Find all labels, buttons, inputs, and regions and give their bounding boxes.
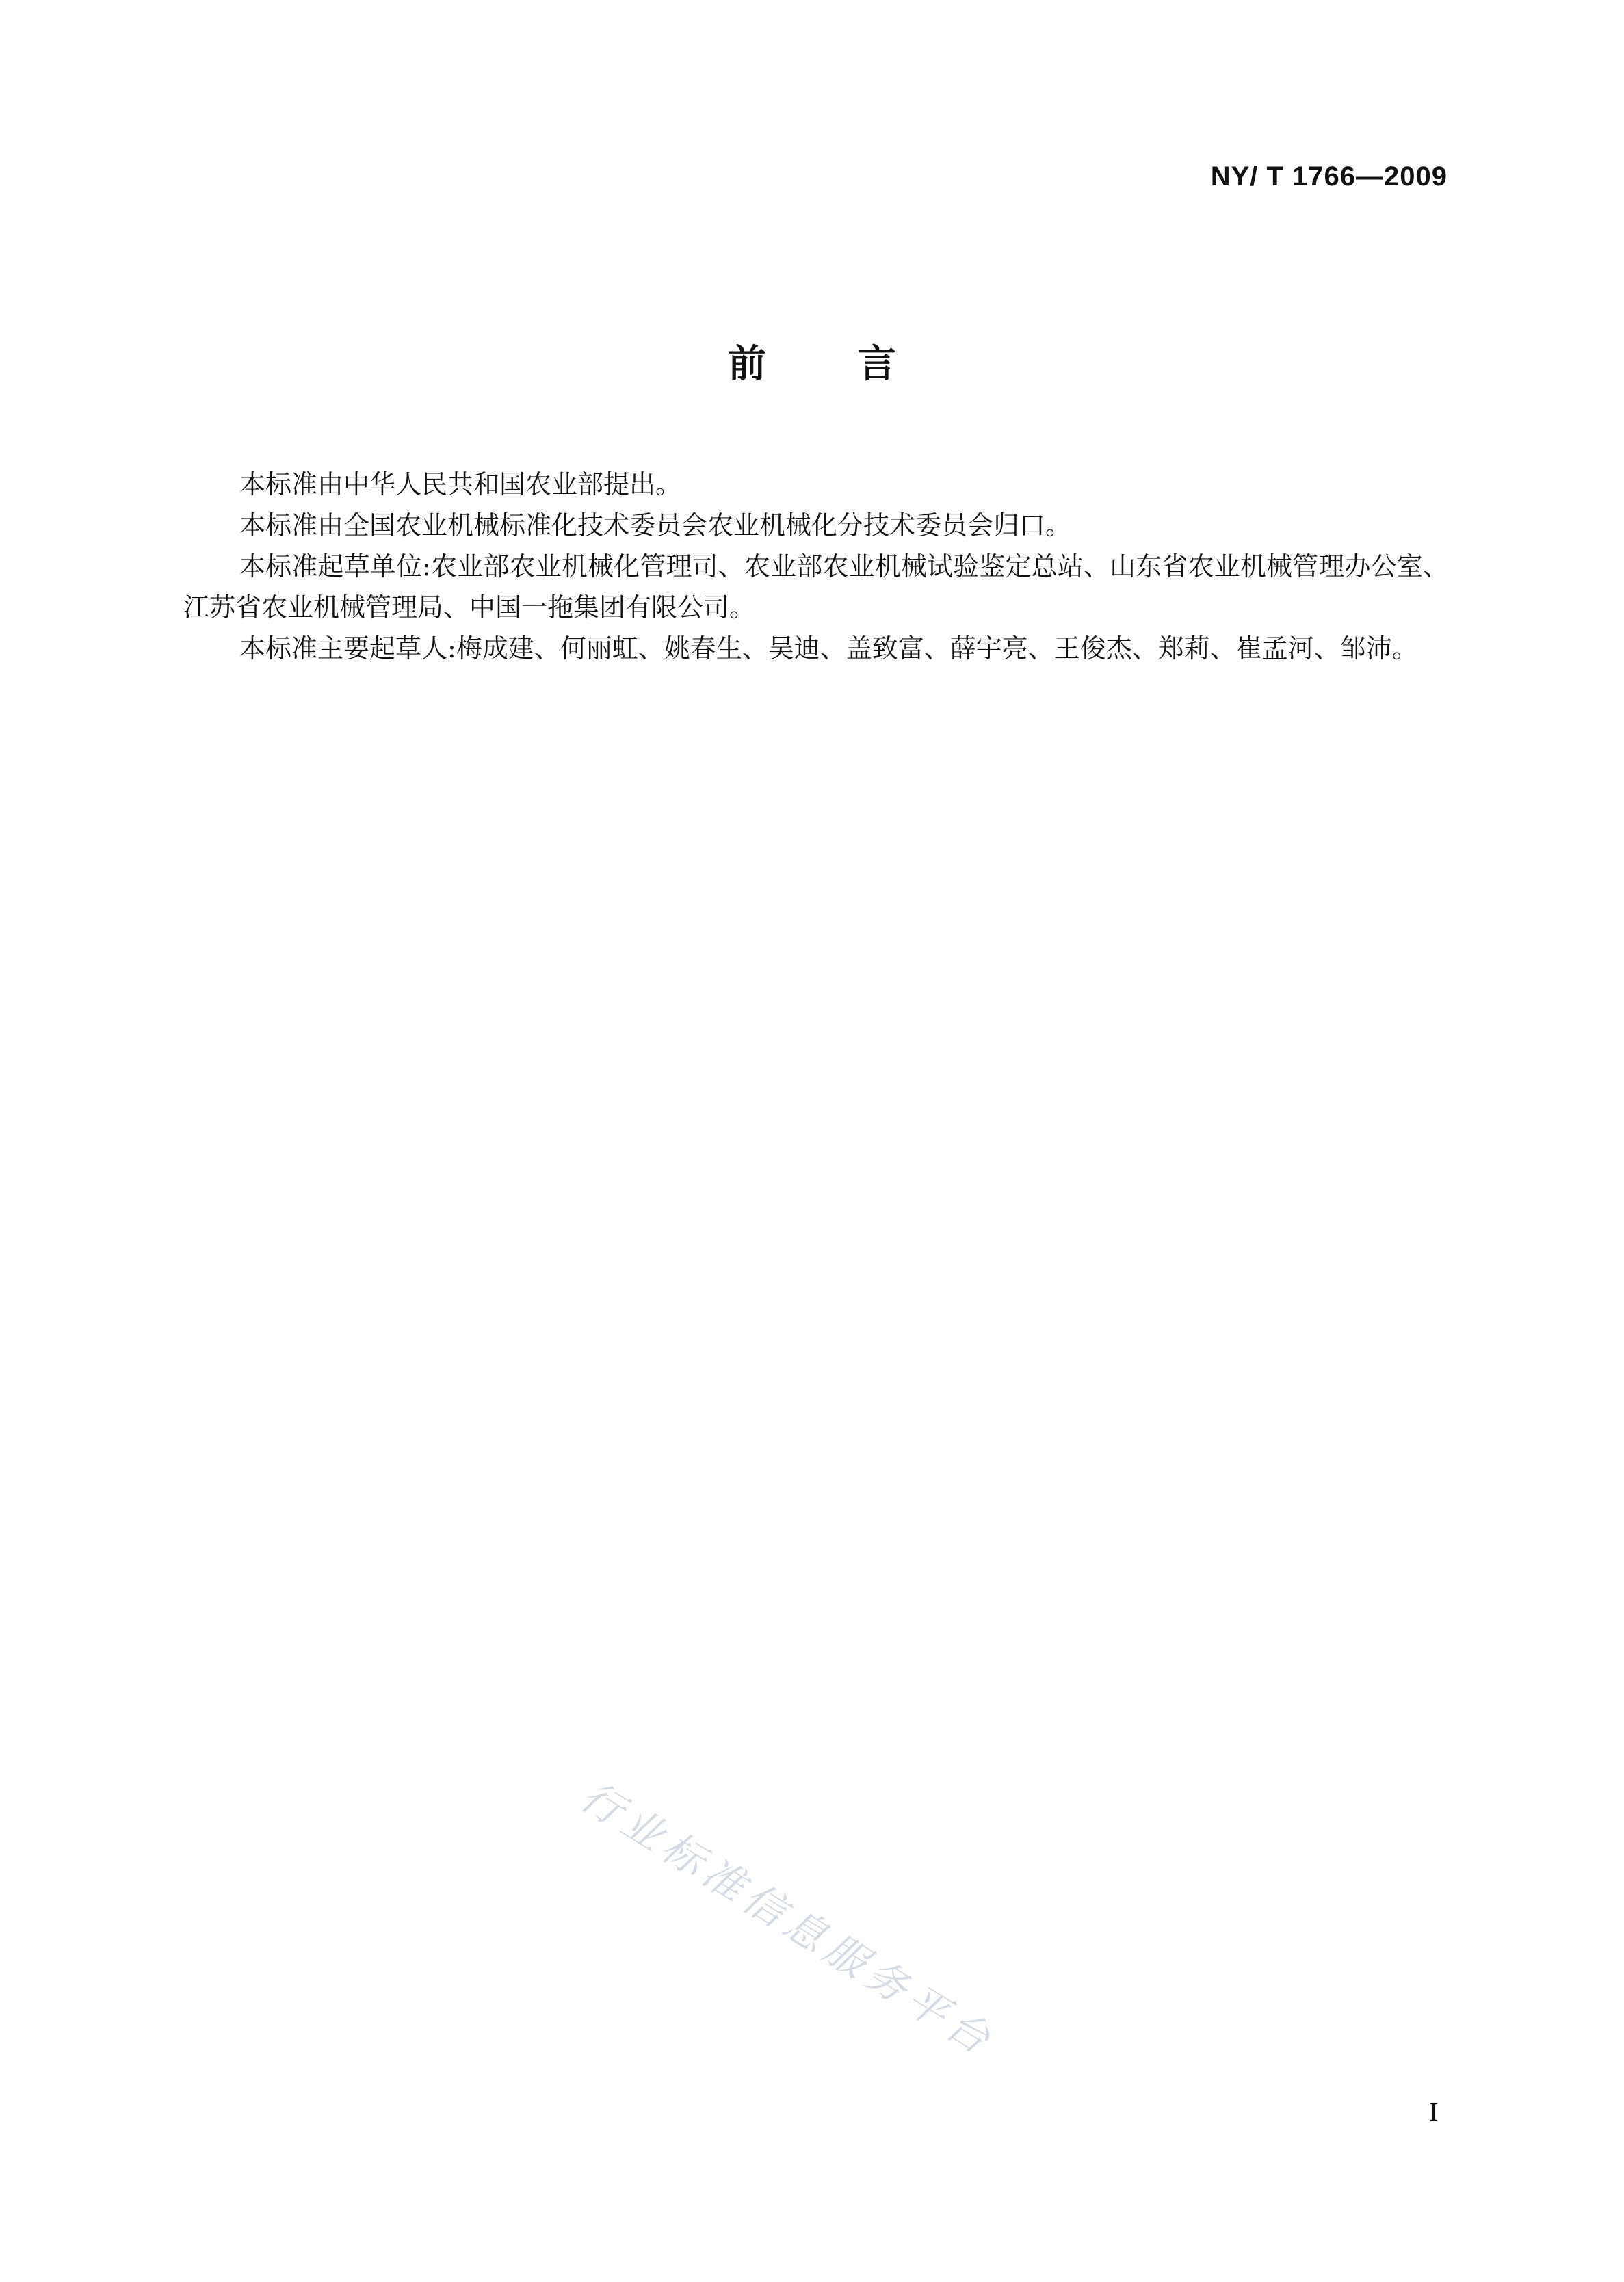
standard-code: NY/ T 1766—2009 bbox=[1210, 161, 1448, 192]
paragraph-proposer: 本标准由中华人民共和国农业部提出。 bbox=[239, 469, 682, 499]
page-title: 前言 bbox=[728, 342, 988, 386]
paragraph-drafters: 本标准主要起草人:梅成建、何丽虹、姚春生、吴迪、盖致富、薛宇亮、王俊杰、郑莉、崔孟河、邹沛。 bbox=[239, 633, 1418, 664]
paragraph-drafting-units: 本标准起草单位:农业部农业机械化管理司、农业部农业机械试验鉴定总站、山东省农业机械管理办公室、江苏省农业机械管理局、中国一拖集团有限公司。 bbox=[183, 551, 1449, 622]
foreword-body bbox=[183, 464, 1449, 669]
page-number: I bbox=[1429, 2098, 1438, 2127]
watermark-text: 行业标准信息服务平台 bbox=[572, 1772, 1004, 2067]
paragraph-committee: 本标准由全国农业机械标准化技术委员会农业机械化分技术委员会归口。 bbox=[239, 510, 1072, 540]
